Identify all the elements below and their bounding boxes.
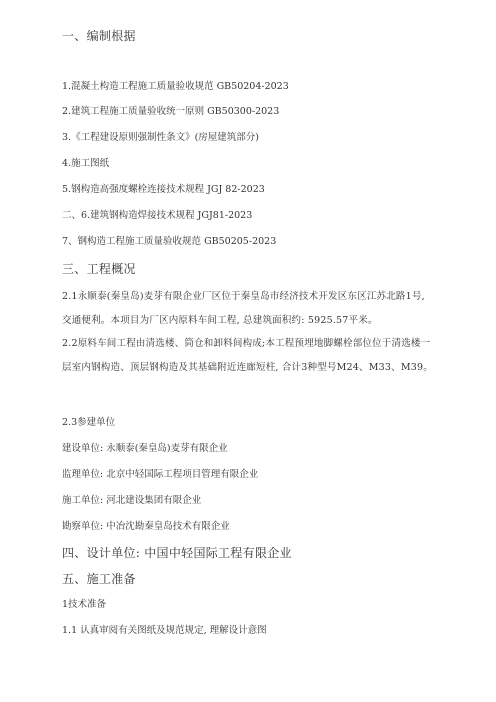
participant-owner: 建设单位: 永顺泰(秦皇岛)麦芽有限企业 <box>62 443 228 454</box>
participant-survey: 勘察单位: 中冶沈勘秦皇岛技术有限企业 <box>62 521 230 532</box>
section-heading-basis: 一、编制根据 <box>62 29 136 43</box>
reference-item-6: 二、6.建筑钢构造焊接技术规程 JGJ81-2023 <box>62 210 253 221</box>
reference-item-1: 1.混凝土构造工程施工质量验收规范 GB50204-2023 <box>62 81 289 92</box>
section-heading-design: 四、设计单位: 中国中轻国际工程有限企业 <box>62 546 292 560</box>
subsection-technical-prep: 1技术准备 <box>62 599 107 610</box>
section-heading-preparation: 五、施工准备 <box>62 572 136 586</box>
reference-item-7: 7、钢构造工程施工质量验收规范 GB50205-2023 <box>62 236 277 247</box>
participant-supervisor: 监理单位: 北京中轻国际工程项目管理有限企业 <box>62 469 259 480</box>
overview-paragraph-2-2: 2.2原料车间工程由清选楼、筒仓和卸料间构成;本工程预埋地脚螺栓部位位于清选楼一层室内钢构造、顶层钢构造及其基础附近连廊短柱, 合计3种型号M24、M33、M39。 <box>62 338 433 373</box>
reference-item-5: 5.钢构造高强度螺栓连接技术规程 JGJ 82-2023 <box>62 184 265 195</box>
subsection-item-1-1: 1.1 认真审阅有关图纸及规范规定, 理解设计意图 <box>62 625 267 636</box>
reference-item-2: 2.建筑工程施工质量验收统一原则 GB50300-2023 <box>62 106 280 117</box>
participants-heading: 2.3参建单位 <box>62 417 116 428</box>
overview-paragraph-2-1: 2.1永顺泰(秦皇岛)麦芽有限企业厂区位于秦皇岛市经济技术开发区东区江苏北路1号, 交通便利。本项目为厂区内原料车间工程, 总建筑面积约: 5925.57平米。 <box>62 291 425 326</box>
participant-contractor: 施工单位: 河北建设集团有限企业 <box>62 495 202 506</box>
reference-item-4: 4.施工图纸 <box>62 158 110 169</box>
section-heading-overview: 三、工程概况 <box>62 262 136 276</box>
reference-item-3: 3.《工程建设原则强制性条文》(房屋建筑部分) <box>62 132 259 143</box>
